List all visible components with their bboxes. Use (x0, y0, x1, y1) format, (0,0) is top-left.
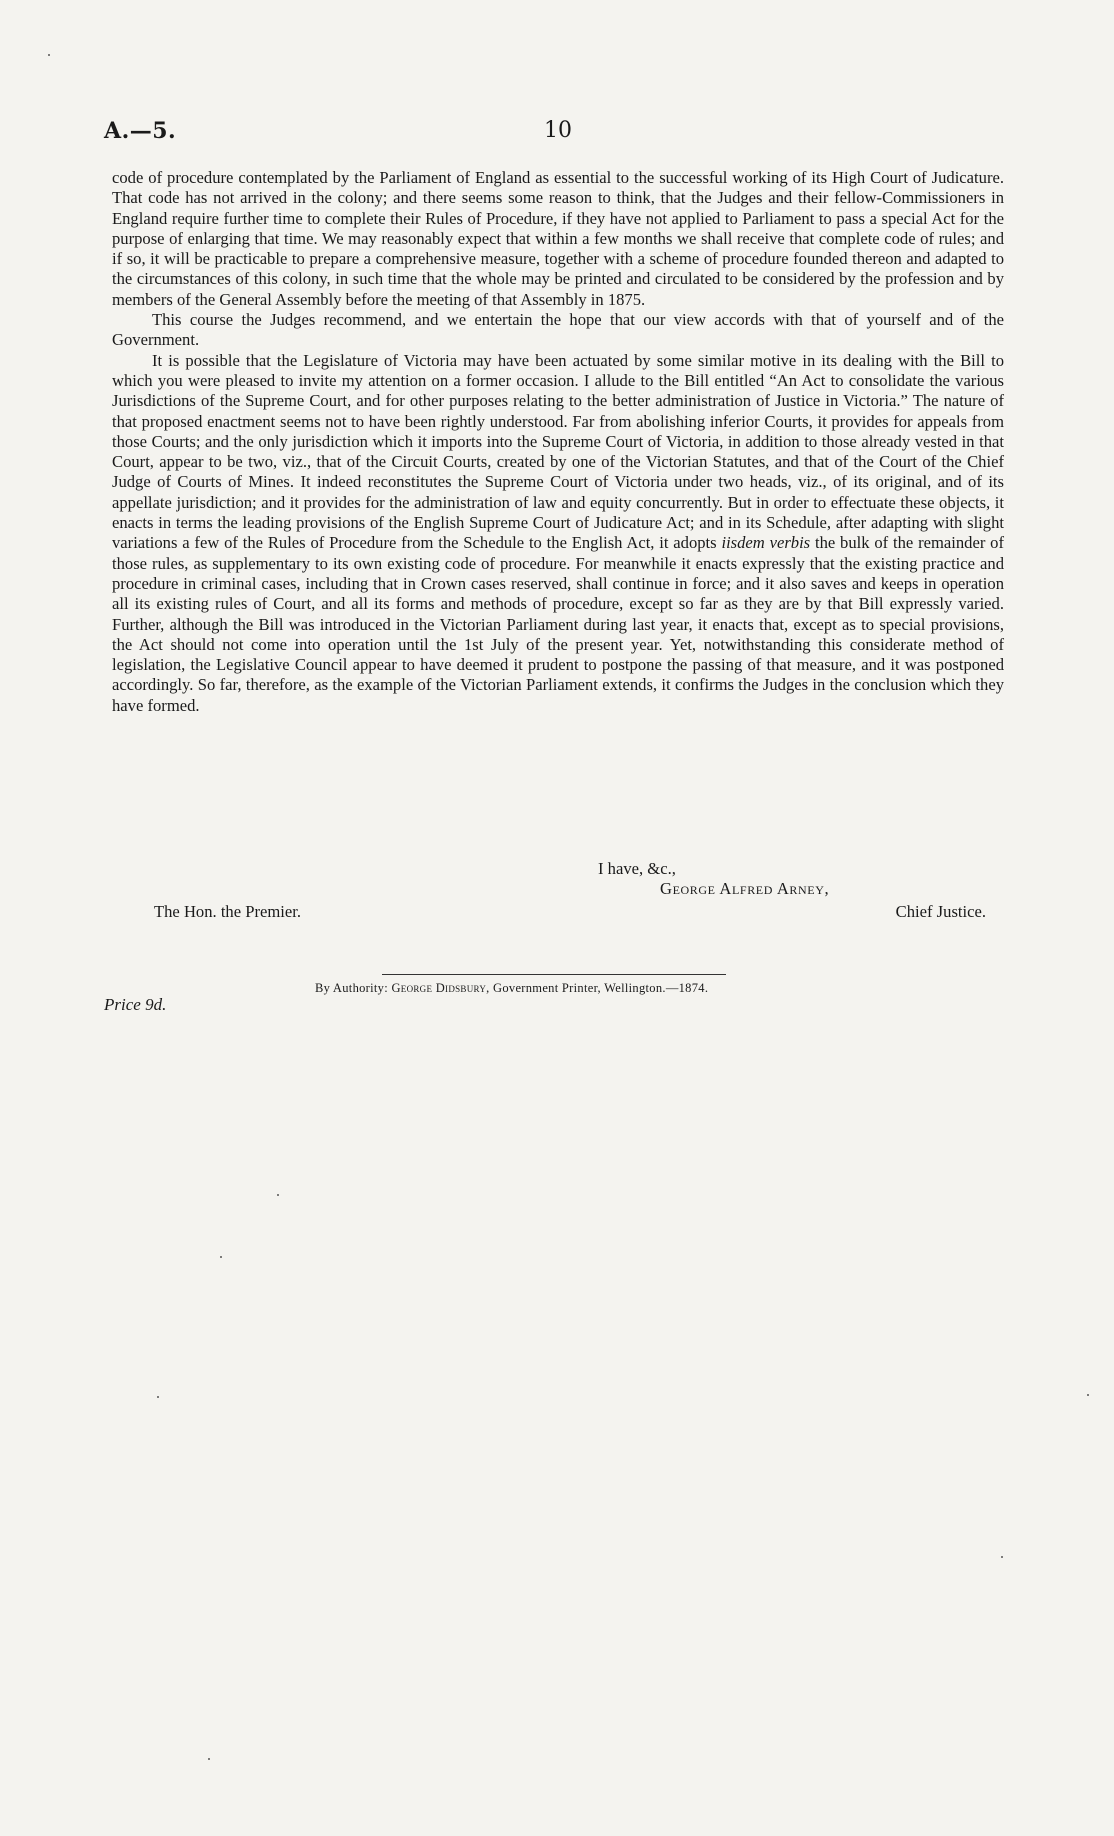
addressee: The Hon. the Premier. (154, 902, 302, 921)
paragraph-3-part-1: It is possible that the Legislature of Victoria may have been actuated by some similar motive in its dealing with the Bill to which you were pleased to invite my attention on a former occasion. I allude to the Bill entitled “An Act to consolidate the various Jurisdictions of the Supreme Court, and for other purposes relating to the better administration of Justice in Victoria.” The nature of that proposed enactment seems not to have been rightly understood. Far from abolishing inferior Courts, it provides for appeals from those Courts; and the only jurisdiction which it imports into the Supreme Court of Victoria, in addition to those already vested in that Court, appear to be two, viz., that of the Circuit Courts, created by one of the Victorian Statutes, and that of the Court of the Chief Judge of Courts of Mines. It indeed reconstitutes the Supreme Court of Victoria under two heads, viz., of its original, and of its appellate jurisdiction; and it provides for the administration of law and equity concurrently. But in order to effectuate these objects, it enacts in terms the leading provisions of the English Supreme Court of Judicature Act; and in its Schedule, after adapting with slight variations a few of the Rules of Procedure from the Schedule to the English Act, it adopts (112, 350, 1004, 553)
salutation: I have, &c., (598, 859, 676, 878)
signer-title: Chief Justice. (895, 902, 986, 921)
footer-divider (382, 974, 726, 975)
scan-speck (1001, 1556, 1003, 1558)
signer-name: George Alfred Arney, (660, 879, 830, 898)
printer-imprint (315, 981, 708, 996)
page-header (104, 118, 1004, 148)
scan-speck (208, 1758, 210, 1760)
scan-speck (277, 1194, 279, 1196)
document-reference: A.—5. (104, 118, 177, 144)
price-label: Price 9d. (104, 995, 167, 1014)
scan-speck (157, 1396, 159, 1398)
paragraph-2: This course the Judges recommend, and we entertain the hope that our view accords with that of yourself and of the Government. (112, 310, 1004, 350)
page-number: 10 (544, 118, 572, 143)
paragraph-1: code of procedure contemplated by the Parliament of England as essential to the successful working of its High Court of Judicature. That code has not arrived in the colony; and there seems some reason to think, that the Judges and their fellow-Commissioners in England require further time to complete their Rules of Procedure, if they have not applied to Parliament to pass a special Act for the purpose of enlarging that time. We may reasonably expect that within a few months we shall receive that complete code of rules; and if so, it will be practicable to prepare a comprehensive measure, together with a scheme of procedure founded thereon and adapted to the circumstances of this colony, in such time that the whole may be printed and circulated to be considered by the profession and by members of the General Assembly before the meeting of that Assembly in 1875. (112, 168, 1004, 309)
imprint-suffix: Government Printer, Wellington.—1874. (493, 981, 709, 995)
scan-speck (48, 54, 50, 56)
latin-phrase: iisdem verbis (721, 533, 811, 553)
imprint-prefix: By Authority: (315, 981, 389, 995)
scan-speck (1087, 1394, 1089, 1396)
paragraph-3-part-2: the bulk of the remainder of those rules, as supplementary to its own existing code of procedure. For meanwhile it enacts expressly that the existing practice and procedure in criminal cases, including that in Crown cases reserved, shall continue in force; and it also saves and keeps in operation all its existing rules of Court, and all its forms and methods of procedure, except so far as they are by that Bill expressly varied. Further, although the Bill was introduced in the Victorian Parliament during last year, it enacts that, except as to special provisions, the Act should not come into operation until the 1st July of the present year. Yet, notwithstanding this considerate method of legislation, the Legislative Council appear to have deemed it prudent to postpone the passing of that measure, and it was postponed accordingly. So far, therefore, as the example of the Victorian Parliament extends, it confirms the Judges in the conclusion which they have formed. (112, 533, 1004, 715)
printer-name: George Didsbury, (391, 981, 490, 995)
scan-speck (220, 1256, 222, 1258)
paragraph-3 (112, 351, 1004, 716)
letter-body (112, 168, 1004, 716)
